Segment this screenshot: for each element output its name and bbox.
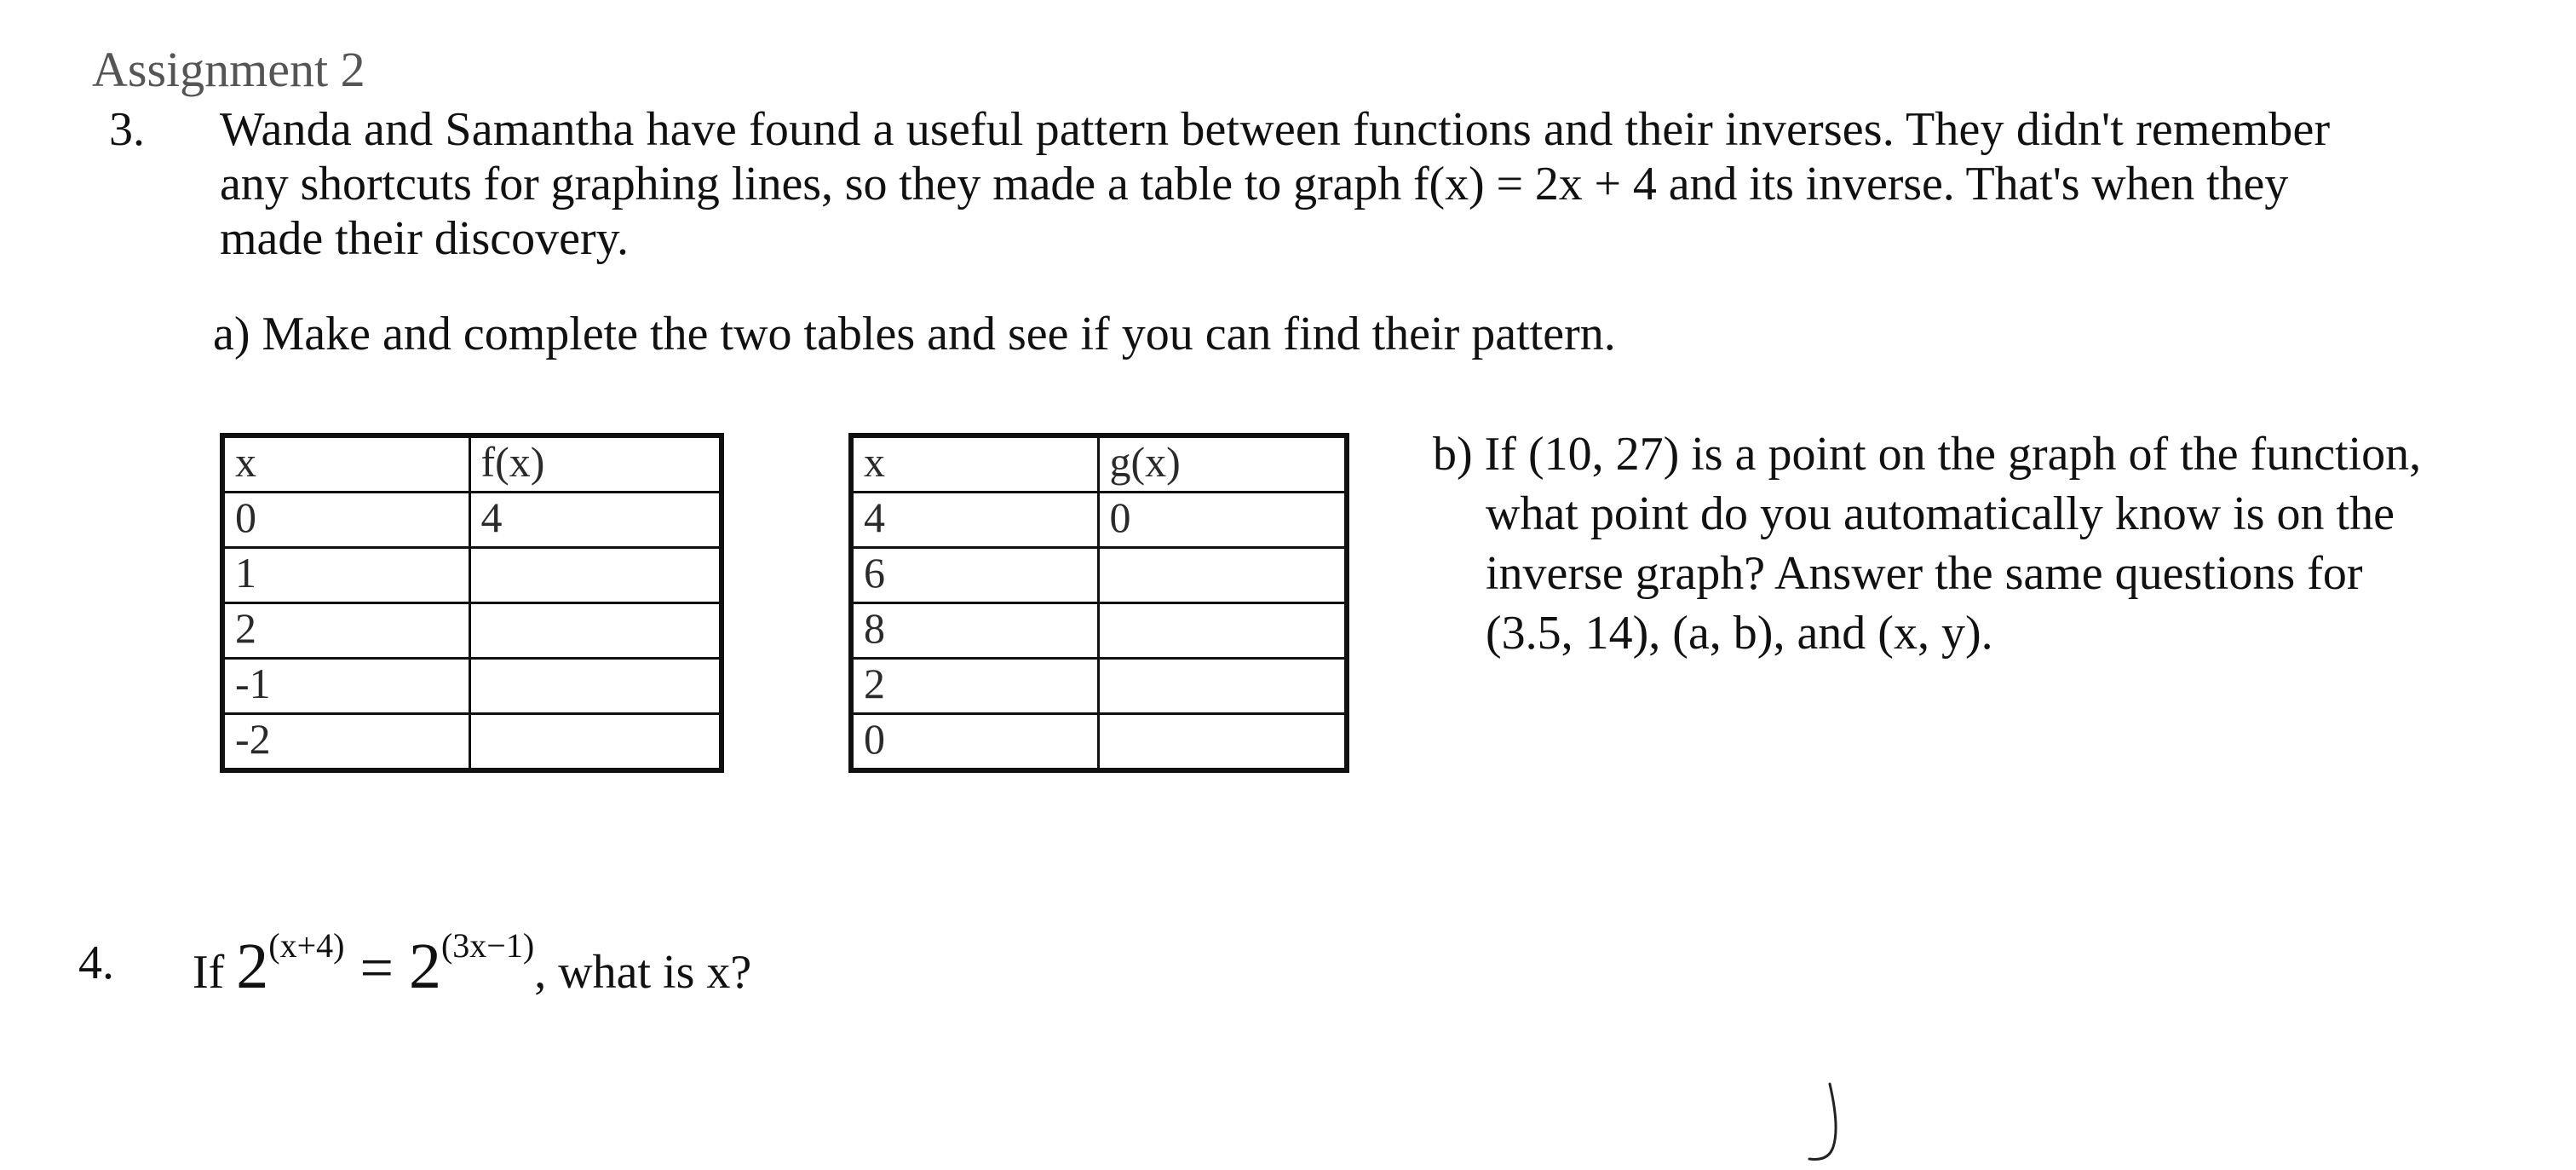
fx-cell[interactable] <box>469 659 722 714</box>
q4-exponent-right: (3x−1) <box>440 926 535 965</box>
gx-cell[interactable] <box>1098 548 1347 603</box>
question-4-prompt <box>193 925 751 1004</box>
part-b-line-2: what point do you automatically know is on the <box>1486 487 2395 540</box>
gx-cell[interactable] <box>1098 659 1347 714</box>
table-row <box>222 659 722 714</box>
table-header-row <box>222 435 722 493</box>
x-cell: 2 <box>222 603 469 659</box>
q4-question: , what is x? <box>534 946 752 999</box>
q4-base-right: 2 <box>408 931 441 1002</box>
question-3-line-3: made their discovery. <box>220 212 629 265</box>
table-row <box>222 548 722 603</box>
x-cell: 1 <box>222 548 469 603</box>
table-row <box>851 493 1347 548</box>
x-cell: 6 <box>851 548 1098 603</box>
inverse-table <box>848 433 1349 773</box>
x-cell: -2 <box>222 714 469 771</box>
fx-cell[interactable]: 4 <box>469 493 722 548</box>
table-row <box>222 714 722 771</box>
function-table <box>220 433 724 773</box>
q4-if: If <box>193 946 225 999</box>
fx-cell[interactable] <box>469 548 722 603</box>
column-header-fx: f(x) <box>469 435 722 493</box>
gx-cell[interactable]: 0 <box>1098 493 1347 548</box>
q4-base-left: 2 <box>236 931 269 1002</box>
q4-equals: = <box>359 936 394 1001</box>
x-cell: 4 <box>851 493 1098 548</box>
x-cell: 0 <box>851 714 1098 771</box>
question-3-line-1: Wanda and Samantha have found a useful pattern between functions and their inverses. They didn't remember <box>220 103 2331 156</box>
part-b-line-3: inverse graph? Answer the same questions for <box>1486 547 2363 600</box>
fx-cell[interactable] <box>469 603 722 659</box>
question-3-number: 3. <box>109 103 145 156</box>
column-header-x: x <box>851 435 1098 493</box>
part-b-line-1: b) If (10, 27) is a point on the graph of the function, <box>1433 428 2422 481</box>
column-header-gx: g(x) <box>1098 435 1347 493</box>
question-3-line-2: any shortcuts for graphing lines, so they made a table to graph f(x) = 2x + 4 and its inverse. That's when they <box>220 158 2289 210</box>
question-4-number: 4. <box>78 937 114 989</box>
table-row <box>851 548 1347 603</box>
table-row <box>851 714 1347 771</box>
x-cell: -1 <box>222 659 469 714</box>
table-row <box>222 493 722 548</box>
question-3-part-a: a) Make and complete the two tables and see if you can find their pattern. <box>213 308 1616 360</box>
x-cell: 0 <box>222 493 469 548</box>
table-row <box>851 603 1347 659</box>
part-b-line-4: (3.5, 14), (a, b), and (x, y). <box>1486 607 1993 660</box>
gx-cell[interactable] <box>1098 714 1347 771</box>
table-row <box>222 603 722 659</box>
fx-cell[interactable] <box>469 714 722 771</box>
x-cell: 2 <box>851 659 1098 714</box>
column-header-x: x <box>222 435 469 493</box>
table-header-row <box>851 435 1347 493</box>
page-header: Assignment 2 <box>92 42 365 97</box>
gx-cell[interactable] <box>1098 603 1347 659</box>
question-3-prompt <box>220 102 2537 266</box>
x-cell: 8 <box>851 603 1098 659</box>
question-3-part-b <box>1433 424 2540 663</box>
table-row <box>851 659 1347 714</box>
pen-mark-icon <box>1804 1081 1855 1170</box>
q4-exponent-left: (x+4) <box>268 926 345 965</box>
